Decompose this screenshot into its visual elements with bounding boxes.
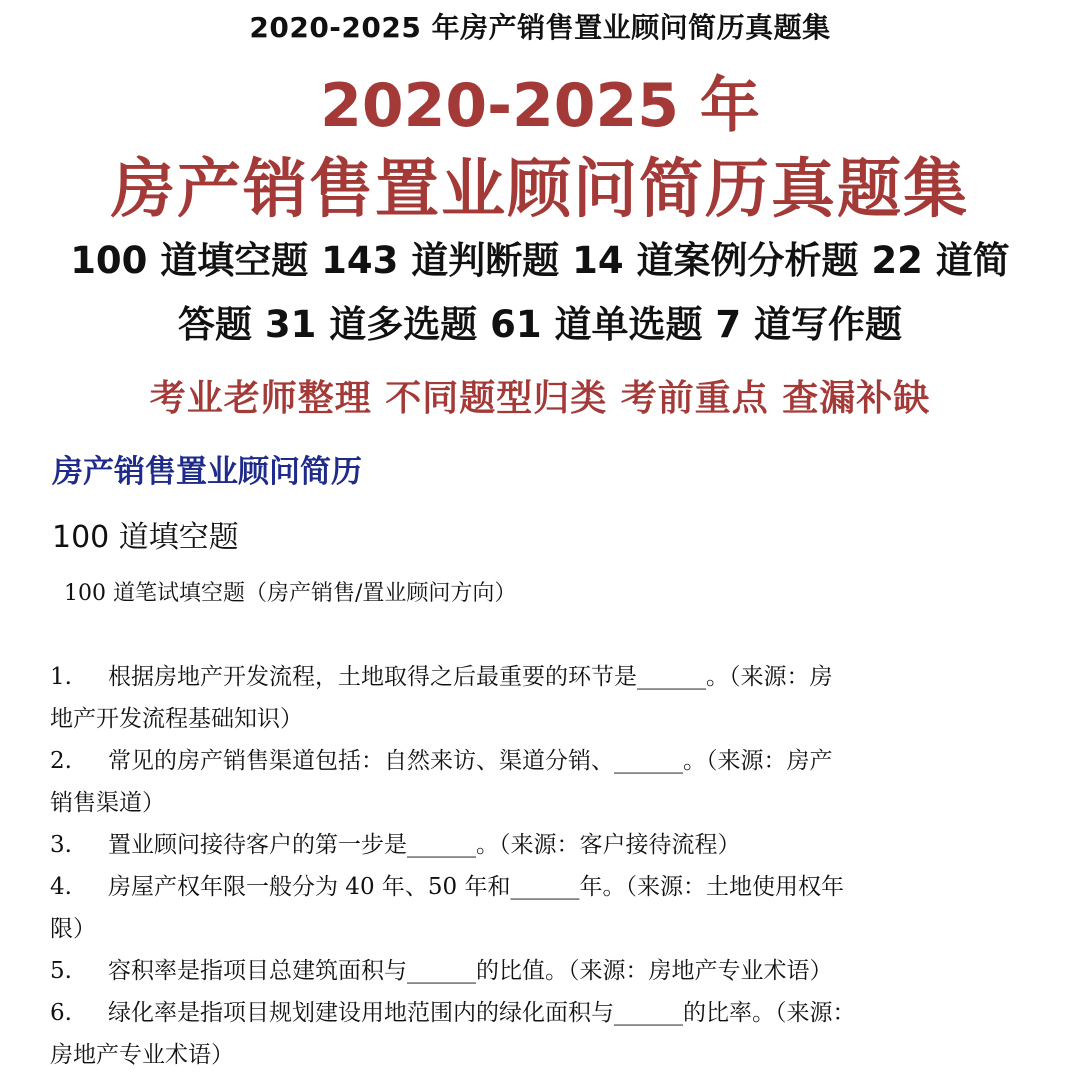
question-text: 容积率是指项目总建筑面积与______的比值。（来源：房地产专业术语） (108, 958, 833, 984)
question-text: 根据房地产开发流程，土地取得之后最重要的环节是______。（来源：房 (108, 664, 833, 690)
question-item (50, 992, 1040, 1076)
section-heading: 房产销售置业顾问简历 (52, 454, 362, 490)
question-number: 5. (50, 958, 72, 984)
question-item (50, 740, 1040, 824)
question-text-continued: 地产开发流程基础知识） (50, 706, 303, 732)
slogan: 考业老师整理 不同题型归类 考前重点 查漏补缺 (149, 377, 931, 419)
question-text-continued: 销售渠道） (50, 790, 165, 816)
question-number: 1. (50, 664, 72, 690)
running-header: 2020-2025 年房产销售置业顾问简历真题集 (249, 11, 831, 44)
question-number: 3. (50, 832, 72, 858)
question-text: 绿化率是指项目规划建设用地范围内的绿化面积与______的比率。（来源： (108, 1000, 856, 1026)
question-item (50, 866, 1040, 950)
question-text: 常见的房产销售渠道包括：自然来访、渠道分销、______。（来源：房产 (108, 748, 833, 774)
question-item (50, 656, 1040, 740)
question-number: 4. (50, 874, 72, 900)
question-number: 2. (50, 748, 72, 774)
question-number: 6. (50, 1000, 72, 1026)
question-text: 房屋产权年限一般分为 40 年、50 年和______年。（来源：土地使用权年 (108, 874, 844, 900)
question-counts-line-2: 答题 31 道多选题 61 道单选题 7 道写作题 (177, 303, 902, 346)
title-year-line: 2020-2025 年 (320, 71, 760, 141)
section-intro: 100 道笔试填空题（房产销售/置业顾问方向） (64, 581, 517, 606)
question-text-continued: 限） (50, 916, 96, 942)
question-item (50, 950, 1040, 992)
question-item (50, 824, 1040, 866)
subsection-heading: 100 道填空题 (52, 520, 239, 555)
title-main-line: 房产销售置业顾问简历真题集 (111, 153, 969, 227)
question-text-continued: 房地产专业术语） (50, 1042, 234, 1068)
question-counts-line-1: 100 道填空题 143 道判断题 14 道案例分析题 22 道简 (70, 239, 1010, 282)
question-list (50, 656, 1040, 1076)
question-text: 置业顾问接待客户的第一步是______。（来源：客户接待流程） (108, 832, 741, 858)
